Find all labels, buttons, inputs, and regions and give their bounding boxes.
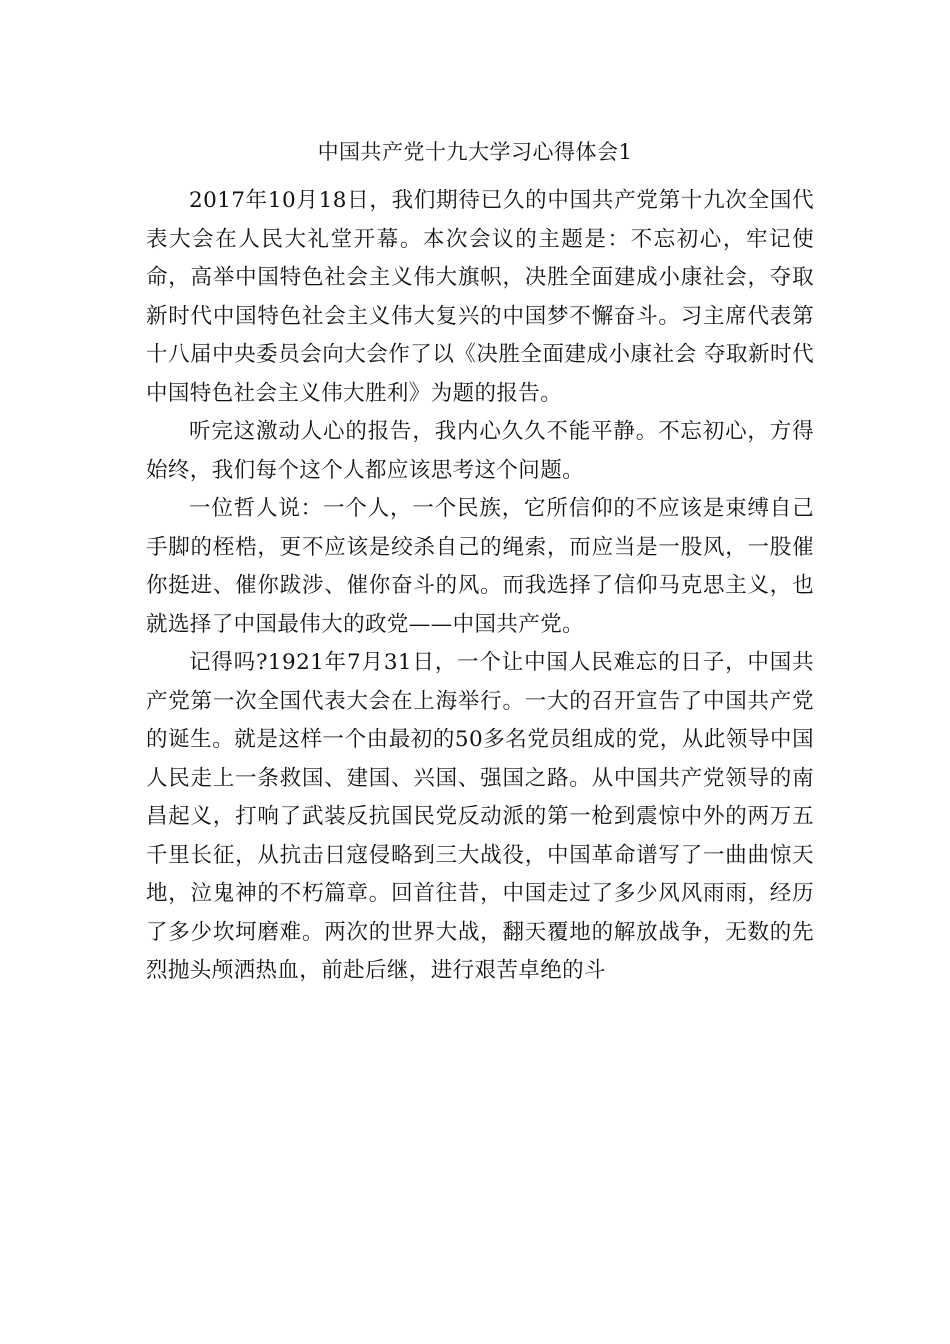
paragraph-philosopher: 一位哲人说：一个人，一个民族，它所信仰的不应该是束缚自己手脚的桎梏，更不应该是绞杀自己的绳索，而应当是一股风，一股催你挺进、催你跋涉、催你奋斗的风。而我选择了信仰马克思主义，也就选择了中国最伟大的政党——中国共产党。 xyxy=(146,496,814,637)
document-body xyxy=(146,182,814,991)
paragraph-reflection: 听完这激动人心的报告，我内心久久不能平静。不忘初心，方得始终，我们每个这个人都应该思考这个问题。 xyxy=(146,419,814,483)
paragraph-history: 记得吗?1921年7月31日，一个让中国人民难忘的日子，中国共产党第一次全国代表大会在上海举行。一大的召开宣告了中国共产党的诞生。就是这样一个由最初的50多名党员组成的党，从此领导中国人民走上一条救国、建国、兴国、强国之路。从中国共产党领导的南昌起义，打响了武装反抗国民党反动派的第一枪到震惊中外的两万五千里长征，从抗击日寇侵略到三大战役，中国革命谱写了一曲曲惊天地，泣鬼神的不朽篇章。回首往昔，中国走过了多少风风雨雨，经历了多少坎坷磨难。两次的世界大战，翻天覆地的解放战争，无数的先烈抛头颅洒热血，前赴后继，进行艰苦卓绝的斗 xyxy=(146,650,814,983)
paragraph-opening: 2017年10月18日，我们期待已久的中国共产党第十九次全国代表大会在人民大礼堂开幕。本次会议的主题是：不忘初心，牢记使命，高举中国特色社会主义伟大旗帜，决胜全面建成小康社会，夺取新时代中国特色社会主义伟大复兴的中国梦不懈奋斗。习主席代表第十八届中央委员会向大会作了以《决胜全面建成小康社会 夺取新时代中国特色社会主义伟大胜利》为题的报告。 xyxy=(146,188,814,406)
document-title: 中国共产党十九大学习心得体会1 xyxy=(317,140,633,164)
